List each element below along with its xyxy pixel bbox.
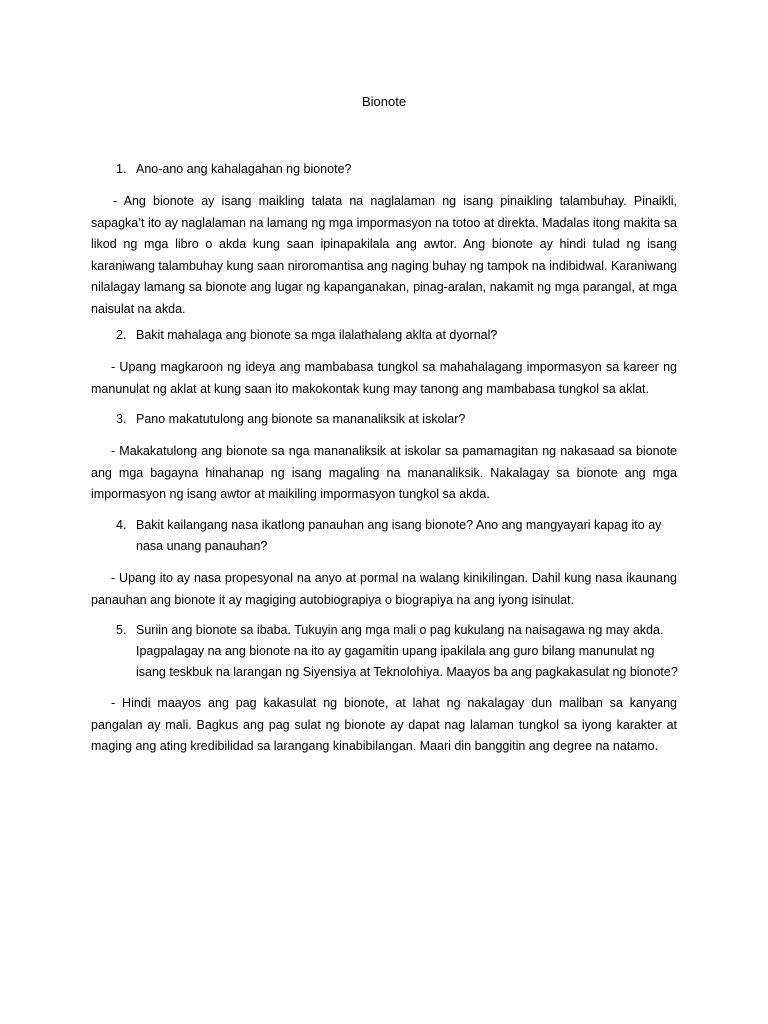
answer-2: - Upang magkaroon ng ideya ang mambabasa tungkol sa mahahalagang impormasyon sa kareer ng manunulat ng aklat at kung saan ito makokontak kung may tanong ang mambabasa tungkol sa aklat. [91,360,677,396]
answer-1: - Ang bionote ay isang maikling talata na naglalaman ng isang pinaikling talambuhay. Pinaikli, sapagka’t ito ay naglalaman na lamang ng mga impormasyon na totoo at direkta. Madalas itong makita sa likod ng mga libro o akda kung saan ipinapakilala ang awtor. Ang bionote ay hindi tulad ng isang karaniwang talambuhay kung saan niroromantisa ang naging buhay ng tampok na indibidwal. Karaniwang nilalagay lamang sa bionote ang lugar ng kapanganakan, pinag-aralan, nakamit ng mga parangal, at mga naisulat na akda. [91,194,677,316]
question-1 [116,159,678,180]
question-number: 1. [116,162,127,176]
question-2 [116,325,678,346]
question-4 [116,515,678,557]
document-title: Bionote [361,94,407,109]
question-text: Pano makatutulong ang bionote sa mananaliksik at iskolar? [136,412,466,426]
question-text: Ano-ano ang kahalagahan ng bionote? [136,162,352,176]
question-3 [116,409,678,430]
question-number: 3. [116,412,127,426]
answer-3: - Makakatulong ang bionote sa nga mananaliksik at iskolar sa pamamagitan ng nakasaad sa bionote ang mga bagayna hinahanap ng isang magaling na mananaliksik. Nakalagay sa bionote ang mga impormasyon ng isang awtor at maikiling impormasyon tungkol sa akda. [91,444,677,501]
question-number: 4. [116,518,127,532]
question-number: 5. [116,623,127,637]
question-5 [116,620,678,683]
question-text: Bakit mahalaga ang bionote sa mga ilalathalang aklta at dyornal? [136,328,498,342]
question-text: Bakit kailangang nasa ikatlong panauhan ang isang bionote? Ano ang mangyayari kapag ito ay nasa unang panauhan? [136,518,662,553]
answer-5: - Hindi maayos ang pag kakasulat ng bionote, at lahat ng nakalagay dun maliban sa kanyang pangalan ay mali. Bagkus ang pag sulat ng bionote ay dapat nag lalaman tungkol sa iyong karakter at maging ang ating kredibilidad sa larangang kinabibilangan. Maari din banggitin ang degree na natamo. [91,696,677,753]
answer-4: - Upang ito ay nasa propesyonal na anyo at pormal na walang kinikilingan. Dahil kung nasa ikaunang panauhan ang bionote it ay magiging autobiograpiya o biograpiya na ang iyong isinulat. [91,571,677,607]
question-text: Suriin ang bionote sa ibaba. Tukuyin ang mga mali o pag kukulang na naisagawa ng may akda. Ipagpalagay na ang bionote na ito ay gagamitin upang ipakilala ang guro bilang manunulat ng isang teskbuk na larangan ng Siyensiya at Teknolohiya. Maayos ba ang pagkakasulat ng bionote? [136,623,678,679]
question-number: 2. [116,328,127,342]
